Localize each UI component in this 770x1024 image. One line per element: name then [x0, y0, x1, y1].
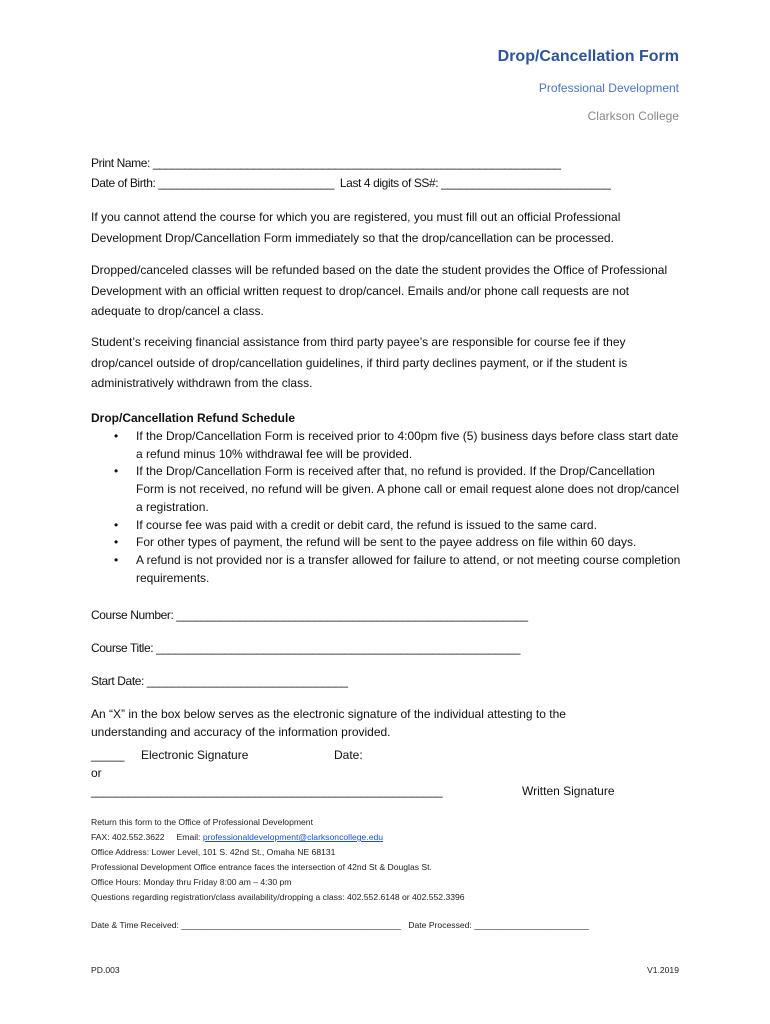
print-name-field[interactable]: Print Name: _________________________________________________________________: [91, 156, 561, 170]
bullet-icon: •: [114, 464, 119, 479]
paragraph-financial-assistance: Student’s receiving financial assistance from third party payee’s are responsible for course fee if they drop/cancel outside of drop/cancellation guidelines, if third party declines payment, or if the student is administratively withdrawn from the class.: [91, 335, 628, 390]
department-subtitle: Professional Development: [538, 81, 679, 95]
bullet-icon: •: [114, 429, 119, 443]
received-processed-fields[interactable]: Date & Time Received: ______________________________________________ Date Processed: ________________________: [91, 920, 589, 930]
written-signature-line[interactable]: ________________________________________________________: [91, 784, 443, 798]
footer-address: Office Address: Lower Level, 101 S. 42nd St., Omaha NE 68131: [91, 847, 336, 857]
footer-return-instruction: Return this form to the Office of Professional Development: [91, 817, 313, 827]
email-link[interactable]: professionaldevelopment@clarksoncollege.edu: [202, 832, 384, 842]
footer-entrance: Professional Development Office entrance faces the intersection of 42nd St & Douglas St.: [91, 862, 432, 872]
bullet-icon: •: [114, 517, 119, 532]
fax-number: FAX: 402.552.3622: [91, 832, 165, 842]
footer-questions: Questions regarding registration/class availability/dropping a class: 402.552.6148 or 402.552.3396: [91, 892, 465, 902]
list-item: [91, 517, 681, 535]
or-label: or: [91, 766, 102, 780]
form-code: PD.003: [91, 965, 120, 975]
list-item: [91, 428, 681, 463]
list-item-text: If course fee was paid with a credit or debit card, the refund is issued to the same card.: [136, 517, 597, 532]
refund-schedule-list: [91, 428, 681, 587]
footer-contact: [91, 832, 383, 842]
list-item-text: If the Drop/Cancellation Form is received after that, no refund is provided. If the Drop/Cancellation Form is not received, no refund will be given. A phone call or email request alone does not drop/cancel a registration.: [136, 464, 679, 514]
form-title: Drop/Cancellation Form: [497, 48, 679, 65]
list-item: [91, 534, 681, 552]
list-item: [91, 552, 681, 587]
course-title-field[interactable]: Course Title: __________________________________________________________: [91, 641, 520, 655]
list-item-text: If the Drop/Cancellation Form is received prior to 4:00pm five (5) business days before class start date a refund minus 10% withdrawal fee will be provided.: [136, 429, 679, 461]
paragraph-attendance: If you cannot attend the course for which you are registered, you must fill out an official Professional Development Drop/Cancellation Form immediately so that the drop/cancellation can be processed.: [91, 210, 621, 245]
footer-hours: Office Hours: Monday thru Friday 8:00 am – 4:30 pm: [91, 877, 292, 887]
dob-ss-field[interactable]: Date of Birth: ____________________________ Last 4 digits of SS#: ___________________________: [91, 176, 611, 190]
signature-intro: An “X” in the box below serves as the electronic signature of the individual attesting to the understanding and accuracy of the information provided.: [91, 707, 566, 739]
course-number-field[interactable]: Course Number: ________________________________________________________: [91, 608, 528, 622]
electronic-signature-label: Electronic Signature: [141, 748, 249, 762]
date-label: Date:: [334, 748, 363, 762]
list-item: [91, 463, 681, 516]
bullet-icon: •: [114, 552, 119, 567]
form-version: V1.2019: [646, 965, 679, 975]
start-date-field[interactable]: Start Date: ________________________________: [91, 674, 348, 688]
organization-name: Clarkson College: [587, 109, 679, 123]
signature-checkbox[interactable]: _____: [91, 748, 125, 762]
paragraph-refund-basis: Dropped/canceled classes will be refunded based on the date the student provides the Office of Professional Development with an official written request to drop/cancel. Emails and/or phone call requests are not adequate to drop/cancel a class.: [91, 263, 668, 318]
written-signature-label: Written Signature: [522, 784, 615, 798]
refund-schedule-heading: Drop/Cancellation Refund Schedule: [91, 411, 296, 425]
email-label: Email:: [176, 832, 203, 842]
bullet-icon: •: [114, 535, 119, 550]
list-item-text: For other types of payment, the refund will be sent to the payee address on file within 60 days.: [136, 535, 637, 550]
list-item-text: A refund is not provided nor is a transfer allowed for failure to attend, or not meeting course completion requirements.: [136, 552, 681, 585]
